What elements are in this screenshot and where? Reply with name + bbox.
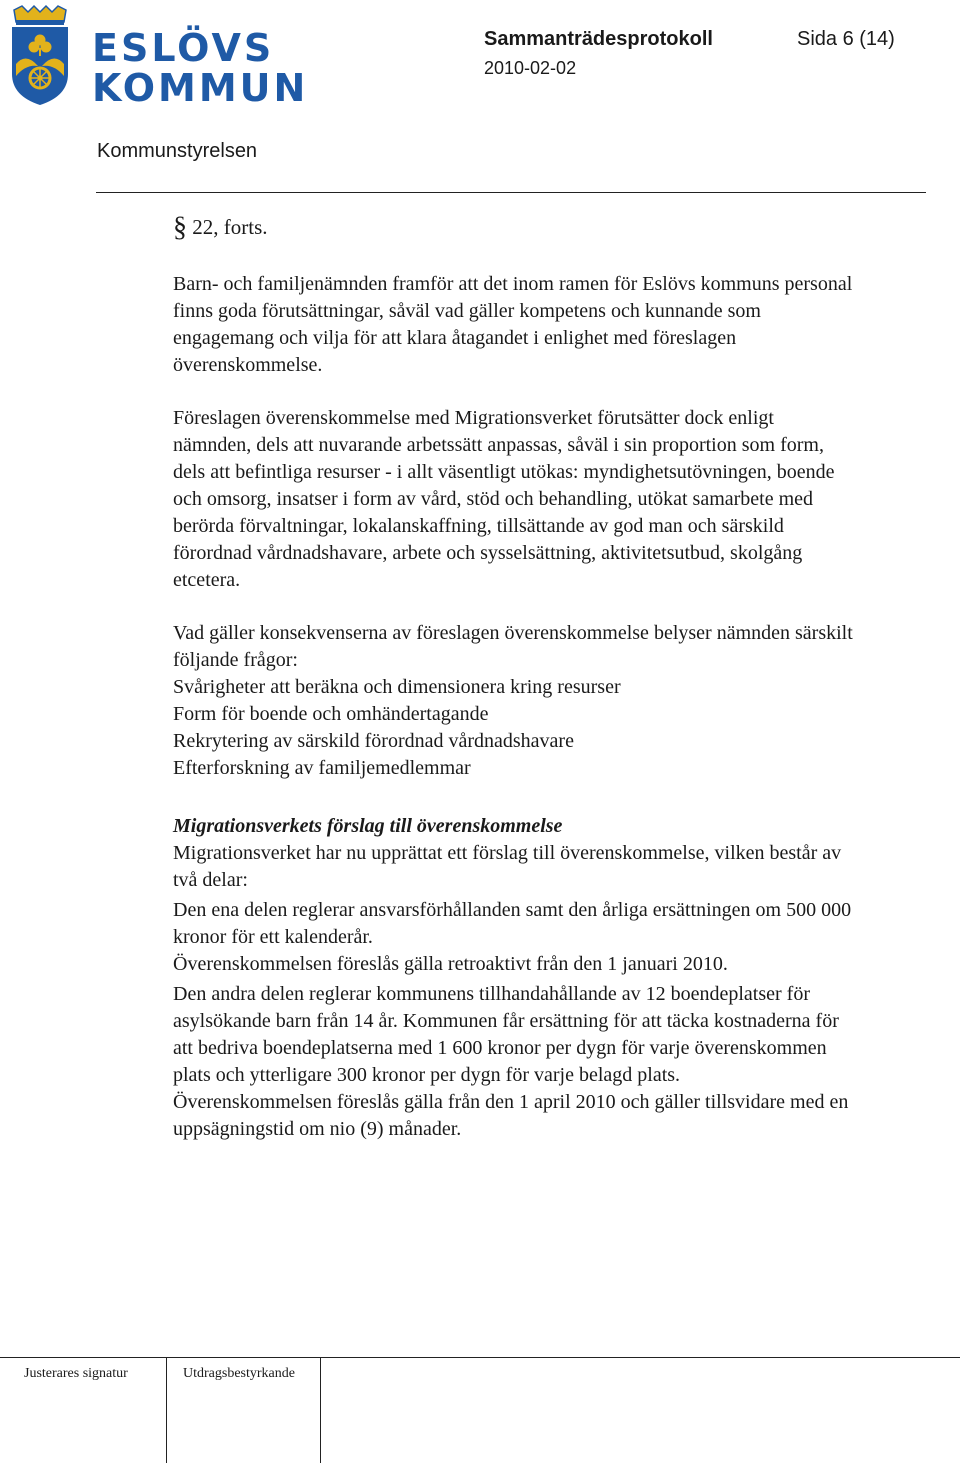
board-name: Kommunstyrelsen [97, 140, 258, 162]
municipal-crest-icon [8, 4, 72, 108]
document-body [173, 214, 853, 1143]
document-title: Sammanträdesprotokoll [484, 28, 713, 50]
paragraph: Barn- och familjenämnden framför att det inom ramen för Eslövs kommuns personal finns goda förutsättningar, såväl vad gäller kompetens och kunnande som engagemang och vilja för att klara åtagandet i enlighet med föreslagen överenskommelse. [173, 273, 853, 376]
signature-field-label: Justerares signatur [24, 1366, 128, 1381]
issue-item: Rekrytering av särskild förordnad vårdnadshavare [173, 730, 574, 752]
footer-divider [0, 1357, 960, 1358]
issue-item: Form för boende och omhändertagande [173, 703, 489, 725]
section-heading [173, 214, 853, 241]
certified-field-label: Utdragsbestyrkande [183, 1366, 295, 1381]
issue-item: Svårigheter att beräkna och dimensionera kring resurser [173, 676, 621, 698]
paragraph: Föreslagen överenskommelse med Migrationsverket förutsätter dock enligt nämnden, dels att nuvarande arbetssätt anpassas, såväl i sin proportion som form, dels att befintliga resurser - i allt väsentligt utökas: myndighetsutövningen, boende och omsorg, insatser i form av vård, stöd och behandling, utökat samarbete med berörda förvaltningar, lokalanskaffning, tillsättande av god man och särskild förordnad vårdnadshavare, arbete och sysselsättning, aktivitetsutbud, skolgång etcetera. [173, 407, 835, 591]
logo-wordmark-line1: ESLÖVS [92, 26, 275, 70]
paragraph: Vad gäller konsekvenserna av föreslagen överenskommelse belyser nämnden särskilt följande frågor: [173, 622, 853, 671]
page-number: Sida 6 (14) [797, 28, 895, 50]
footer-column-divider [320, 1357, 321, 1463]
section-number: 22, forts. [192, 215, 268, 239]
header-divider [96, 192, 926, 193]
paragraph: Den ena delen reglerar ansvarsförhållanden samt den årliga ersättningen om 500 000 kronor för ett kalenderår. [173, 899, 852, 948]
section-symbol: § [173, 212, 187, 243]
paragraph: Överenskommelsen föreslås gälla retroaktivt från den 1 januari 2010. [173, 953, 728, 975]
logo-wordmark-line2: KOMMUN [92, 66, 309, 110]
document-date: 2010-02-02 [484, 58, 577, 78]
paragraph: Överenskommelsen föreslås gälla från den 1 april 2010 och gäller tillsvidare med en uppsägningstid om nio (9) månader. [173, 1091, 849, 1140]
subsection-heading: Migrationsverkets förslag till överenskommelse [173, 815, 563, 837]
paragraph: Den andra delen reglerar kommunens tillhandahållande av 12 boendeplatser för asylsökande barn från 14 år. Kommunen får ersättning för att täcka kostnaderna för att bedriva boendeplatserna med 1 600 kronor per dygn för varje överenskommen plats och ytterligare 300 kronor per dygn för varje belagd plats. [173, 983, 839, 1086]
issue-item: Efterforskning av familjemedlemmar [173, 757, 471, 779]
footer-column-divider [166, 1357, 167, 1463]
paragraph: Migrationsverket har nu upprättat ett förslag till överenskommelse, vilken består av två delar: [173, 842, 842, 891]
